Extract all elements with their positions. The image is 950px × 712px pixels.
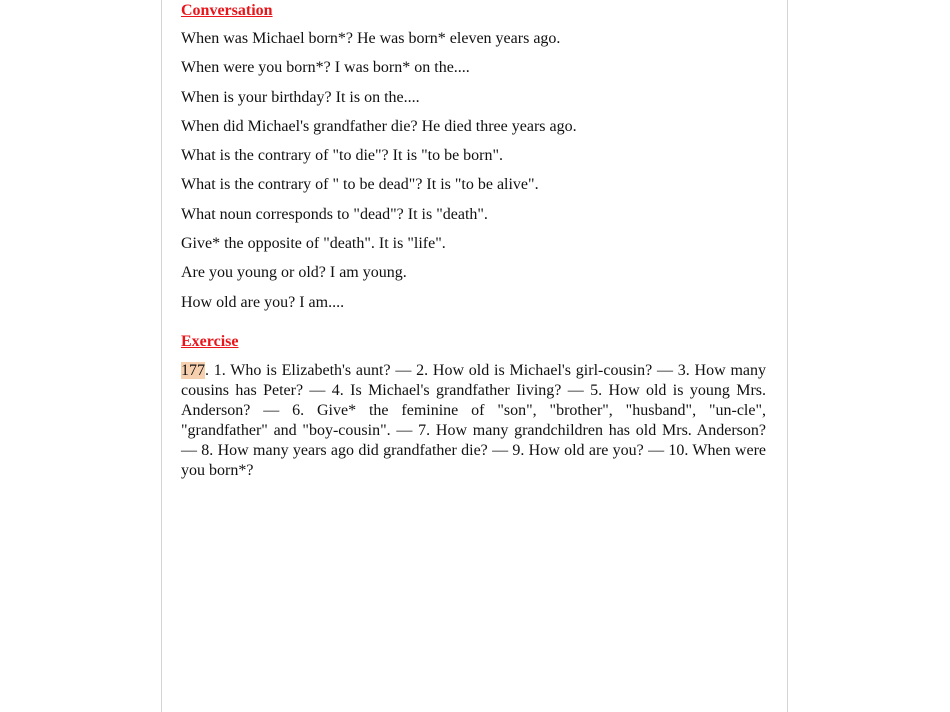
conversation-line: What is the contrary of " to be dead"? It is "to be alive". [181, 176, 539, 194]
conversation-line: Are you young or old? I am young. [181, 264, 407, 282]
document-page [161, 0, 788, 712]
exercise-text: . 1. Who is Elizabeth's aunt? — 2. How old is Michael's girl-cousin? — 3. How many cousins has Peter? — 4. Is Michael's grandfather Iiving? — 5. How old is young Mrs. Anderson? — 6. Give* the feminine of "son", "brother", "husband", "un-cle", "grandfather" and "boy-cousin". — 7. How many grandchildren has old Mrs. Anderson? — 8. How many years ago did grandfather die? — 9. How old are you? — 10. When were you born*? [181, 362, 766, 479]
conversation-line: When were you born*? I was born* on the.... [181, 59, 470, 77]
conversation-line: When did Michael's grandfather die? He died three years ago. [181, 117, 577, 135]
conversation-line: When was Michael born*? He was born* eleven years ago. [181, 30, 561, 47]
exercise-number: 177 [181, 362, 205, 379]
conversation-line: Give* the opposite of "death". It is "life". [181, 235, 446, 253]
conversation-heading: Conversation [181, 2, 273, 19]
conversation-line: What is the contrary of "to die"? It is "to be born". [181, 147, 504, 165]
exercise-paragraph [181, 361, 766, 481]
conversation-line: When is your birthday? It is on the.... [181, 88, 420, 106]
conversation-line: What noun corresponds to "dead"? It is "death". [181, 205, 488, 223]
exercise-heading: Exercise [181, 333, 239, 350]
conversation-line: How old are you? I am.... [181, 293, 345, 311]
conversation-list [181, 29, 577, 322]
